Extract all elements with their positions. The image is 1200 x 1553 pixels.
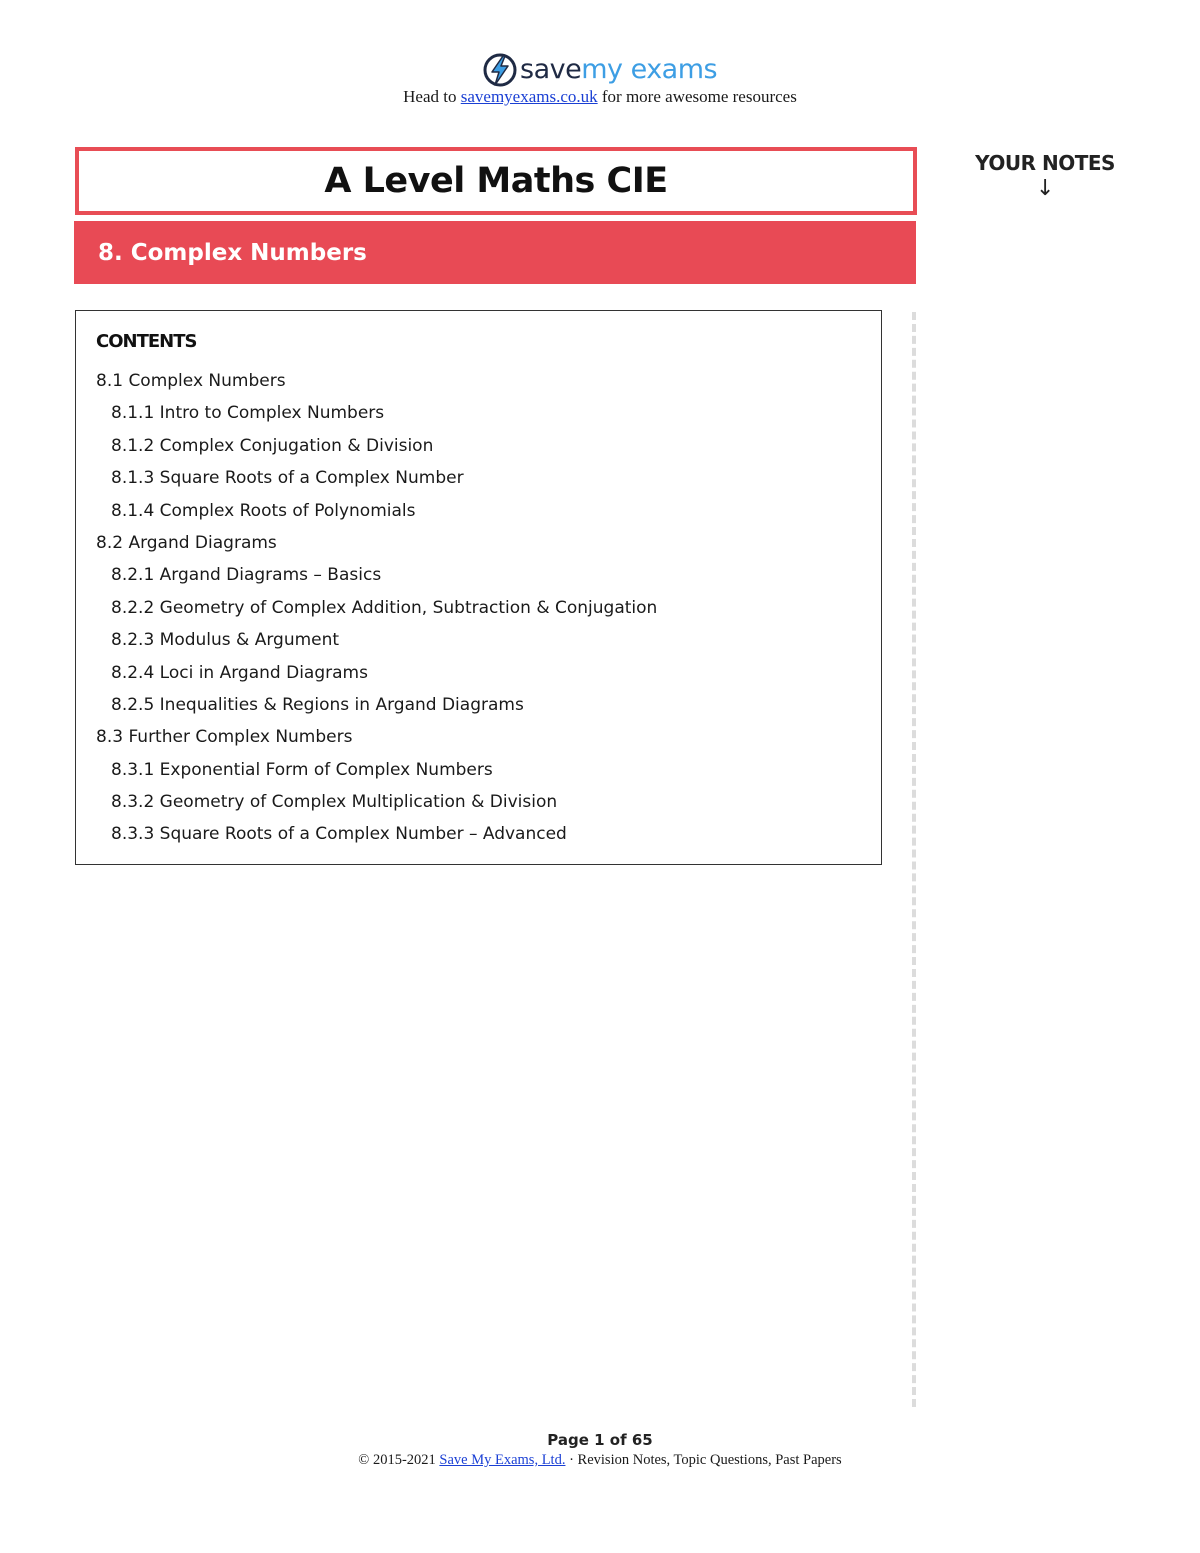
toc-section-item[interactable]: 8.1 Complex Numbers bbox=[96, 371, 286, 391]
copyright-line bbox=[0, 1452, 1200, 1469]
lightning-bolt-icon bbox=[482, 52, 518, 88]
save-my-exams-link[interactable]: Save My Exams, Ltd. bbox=[439, 1452, 566, 1468]
tagline-suffix: for more awesome resources bbox=[597, 87, 797, 106]
toc-subsection-item[interactable]: 8.1.4 Complex Roots of Polynomials bbox=[111, 500, 416, 521]
contents-box bbox=[75, 310, 882, 865]
logo-word-save: save bbox=[520, 54, 582, 85]
header-tagline bbox=[0, 87, 1200, 107]
savemyexams-link[interactable]: savemyexams.co.uk bbox=[460, 87, 598, 106]
toc-subsection-item[interactable]: 8.2.2 Geometry of Complex Addition, Subtraction & Conjugation bbox=[111, 597, 658, 618]
contents-heading: CONTENTS bbox=[96, 331, 197, 352]
toc-subsection-item[interactable]: 8.2.1 Argand Diagrams – Basics bbox=[111, 565, 382, 586]
copyright-prefix: © 2015-2021 bbox=[358, 1452, 440, 1468]
toc-subsection-item[interactable]: 8.2.4 Loci in Argand Diagrams bbox=[111, 662, 368, 683]
toc-subsection-item[interactable]: 8.3.2 Geometry of Complex Multiplication & Division bbox=[111, 792, 558, 813]
table-of-contents bbox=[76, 365, 657, 851]
toc-subsection-item[interactable]: 8.1.1 Intro to Complex Numbers bbox=[111, 403, 385, 424]
copyright-suffix: · Revision Notes, Topic Questions, Past Papers bbox=[565, 1452, 842, 1468]
toc-subsection-item[interactable]: 8.3.3 Square Roots of a Complex Number – Advanced bbox=[111, 824, 567, 845]
toc-section-item[interactable]: 8.3 Further Complex Numbers bbox=[96, 727, 353, 748]
toc-subsection-item[interactable]: 8.1.3 Square Roots of a Complex Number bbox=[111, 468, 464, 489]
toc-section-item[interactable]: 8.2 Argand Diagrams bbox=[96, 532, 277, 553]
your-notes-text: YOUR NOTES bbox=[975, 151, 1115, 175]
logo-word-myexams: my exams bbox=[581, 54, 718, 85]
savemyexams-logo bbox=[482, 50, 717, 90]
page-number: Page 1 of 65 bbox=[547, 1431, 653, 1449]
down-arrow-icon: ↓ bbox=[1036, 176, 1054, 201]
tagline-prefix: Head to bbox=[403, 87, 461, 106]
topic-title: 8. Complex Numbers bbox=[98, 239, 367, 266]
logo-wordmark bbox=[520, 52, 717, 88]
topic-banner bbox=[74, 221, 916, 284]
notes-divider bbox=[912, 312, 916, 1407]
toc-subsection-item[interactable]: 8.2.5 Inequalities & Regions in Argand Diagrams bbox=[111, 694, 524, 715]
document-title: A Level Maths CIE bbox=[324, 161, 668, 201]
toc-subsection-item[interactable]: 8.3.1 Exponential Form of Complex Numbers bbox=[111, 759, 493, 780]
toc-subsection-item[interactable]: 8.1.2 Complex Conjugation & Division bbox=[111, 435, 434, 456]
your-notes-label bbox=[960, 150, 1130, 202]
document-title-box bbox=[75, 147, 917, 215]
toc-subsection-item[interactable]: 8.2.3 Modulus & Argument bbox=[111, 630, 340, 651]
